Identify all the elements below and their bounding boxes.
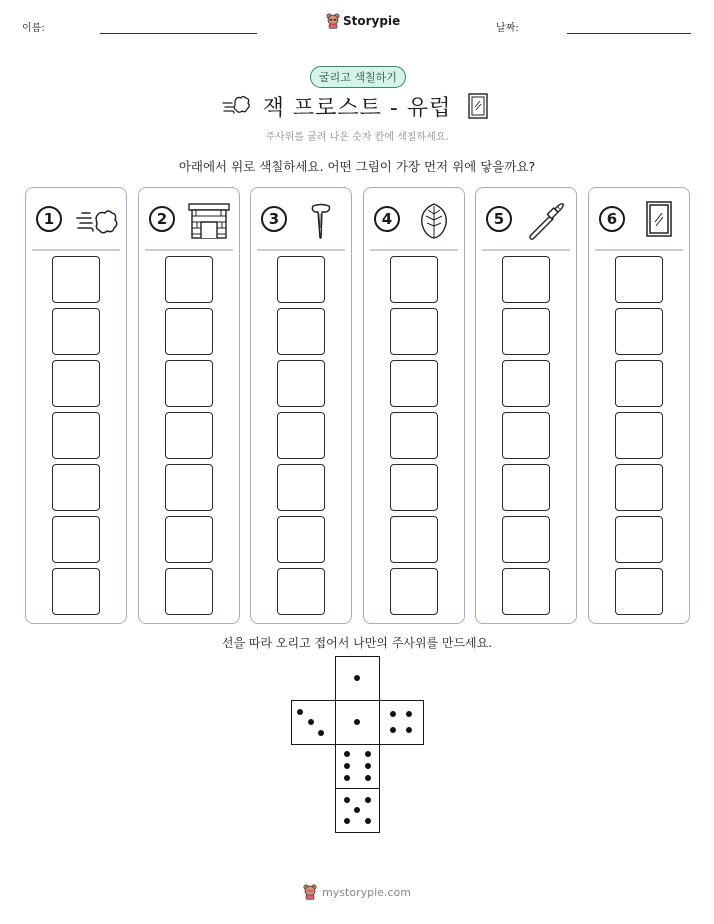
color-cell[interactable] <box>165 516 213 563</box>
color-cell[interactable] <box>615 568 663 615</box>
die-pip <box>344 751 350 757</box>
die-pip <box>365 818 371 824</box>
title-row <box>0 88 714 124</box>
column-divider <box>370 249 458 251</box>
column-number: 3 <box>261 206 287 232</box>
color-cell[interactable] <box>502 308 550 355</box>
column-5 <box>475 187 577 624</box>
column-divider <box>482 249 570 251</box>
color-cell[interactable] <box>390 516 438 563</box>
die-pip <box>365 775 371 781</box>
die-pip <box>365 751 371 757</box>
die-face-1 <box>335 700 380 745</box>
color-cell[interactable] <box>615 412 663 459</box>
icicle-icon <box>299 200 343 240</box>
color-cell[interactable] <box>52 360 100 407</box>
die-pip <box>365 763 371 769</box>
color-cell[interactable] <box>502 360 550 407</box>
column-header <box>476 198 576 244</box>
brand-logo <box>326 13 400 29</box>
subtitle: 주사위를 굴려 나온 숫자 칸에 색칠하세요. <box>265 132 449 143</box>
brand-name: Storypie <box>343 14 401 28</box>
wind-gust-icon <box>221 91 251 121</box>
die-pip <box>297 709 303 715</box>
color-cell[interactable] <box>390 412 438 459</box>
color-cell[interactable] <box>502 516 550 563</box>
die-face-4 <box>379 700 424 745</box>
leaf-icon <box>412 200 456 240</box>
die-pip <box>354 807 360 813</box>
column-header <box>251 198 351 244</box>
die-pip <box>390 711 396 717</box>
color-cell[interactable] <box>52 308 100 355</box>
bear-mascot-icon <box>303 884 317 900</box>
column-6 <box>588 187 690 624</box>
color-cell[interactable] <box>165 568 213 615</box>
color-cell[interactable] <box>277 464 325 511</box>
color-cell[interactable] <box>615 464 663 511</box>
fireplace-icon <box>187 200 231 240</box>
die-face-3 <box>291 700 336 745</box>
color-cell[interactable] <box>52 568 100 615</box>
column-header <box>139 198 239 244</box>
color-cell[interactable] <box>390 464 438 511</box>
die-pip <box>344 797 350 803</box>
color-cell[interactable] <box>502 464 550 511</box>
die-pip <box>406 727 412 733</box>
color-cell[interactable] <box>277 412 325 459</box>
color-cell[interactable] <box>502 568 550 615</box>
color-cell[interactable] <box>165 360 213 407</box>
date-field-line[interactable] <box>567 33 691 34</box>
color-cell[interactable] <box>165 412 213 459</box>
color-cell[interactable] <box>615 308 663 355</box>
color-cell[interactable] <box>165 464 213 511</box>
die-pip <box>390 727 396 733</box>
name-label: 이름: <box>22 23 45 34</box>
die-pip <box>354 675 360 681</box>
die-pip <box>406 711 412 717</box>
die-pip <box>344 775 350 781</box>
column-number: 5 <box>486 206 512 232</box>
color-cell[interactable] <box>615 516 663 563</box>
bear-mascot-icon <box>326 13 340 29</box>
color-cell[interactable] <box>502 256 550 303</box>
column-divider <box>257 249 345 251</box>
wind-gust-icon <box>74 200 118 240</box>
name-field-line[interactable] <box>100 33 257 34</box>
die-pip <box>344 763 350 769</box>
footer <box>0 884 714 900</box>
column-number: 4 <box>374 206 400 232</box>
paintbrush-icon <box>524 200 568 240</box>
die-pip <box>354 719 360 725</box>
color-cell[interactable] <box>277 256 325 303</box>
die-face-6 <box>335 744 380 789</box>
column-divider <box>145 249 233 251</box>
color-cell[interactable] <box>165 256 213 303</box>
die-pip <box>308 719 314 725</box>
column-3 <box>250 187 352 624</box>
color-cell[interactable] <box>502 412 550 459</box>
color-cell[interactable] <box>52 256 100 303</box>
color-cell[interactable] <box>52 516 100 563</box>
column-number: 1 <box>36 206 62 232</box>
color-cell[interactable] <box>390 308 438 355</box>
column-4 <box>363 187 465 624</box>
instruction-text: 아래에서 위로 색칠하세요. 어떤 그림이 가장 먼저 위에 닿을까요? <box>178 159 536 174</box>
die-pip <box>344 818 350 824</box>
die-pip <box>318 730 324 736</box>
color-cell[interactable] <box>277 360 325 407</box>
column-header <box>589 198 689 244</box>
page-title: 잭 프로스트 - 유럽 <box>262 95 452 121</box>
column-number: 6 <box>599 206 625 232</box>
column-divider <box>32 249 120 251</box>
color-cell[interactable] <box>52 412 100 459</box>
color-cell[interactable] <box>390 360 438 407</box>
color-cell[interactable] <box>277 568 325 615</box>
color-cell[interactable] <box>165 308 213 355</box>
column-number: 2 <box>149 206 175 232</box>
mirror-icon <box>637 200 681 240</box>
die-face-1 <box>335 656 380 701</box>
color-cell[interactable] <box>390 568 438 615</box>
die-face-5 <box>335 788 380 833</box>
dice-instruction: 선을 따라 오리고 접어서 나만의 주사위를 만드세요. <box>221 636 493 650</box>
column-2 <box>138 187 240 624</box>
color-cell[interactable] <box>52 464 100 511</box>
color-cell[interactable] <box>277 308 325 355</box>
activity-pill: 굴리고 색칠하기 <box>310 66 406 88</box>
footer-url[interactable]: mystorypie.com <box>322 885 411 899</box>
die-pip <box>365 797 371 803</box>
column-header <box>26 198 126 244</box>
color-cell[interactable] <box>390 256 438 303</box>
column-divider <box>595 249 683 251</box>
column-header <box>364 198 464 244</box>
date-label: 날짜: <box>496 23 519 34</box>
color-cell[interactable] <box>615 360 663 407</box>
column-1 <box>25 187 127 624</box>
color-cell[interactable] <box>277 516 325 563</box>
mirror-icon <box>463 91 493 121</box>
color-cell[interactable] <box>615 256 663 303</box>
